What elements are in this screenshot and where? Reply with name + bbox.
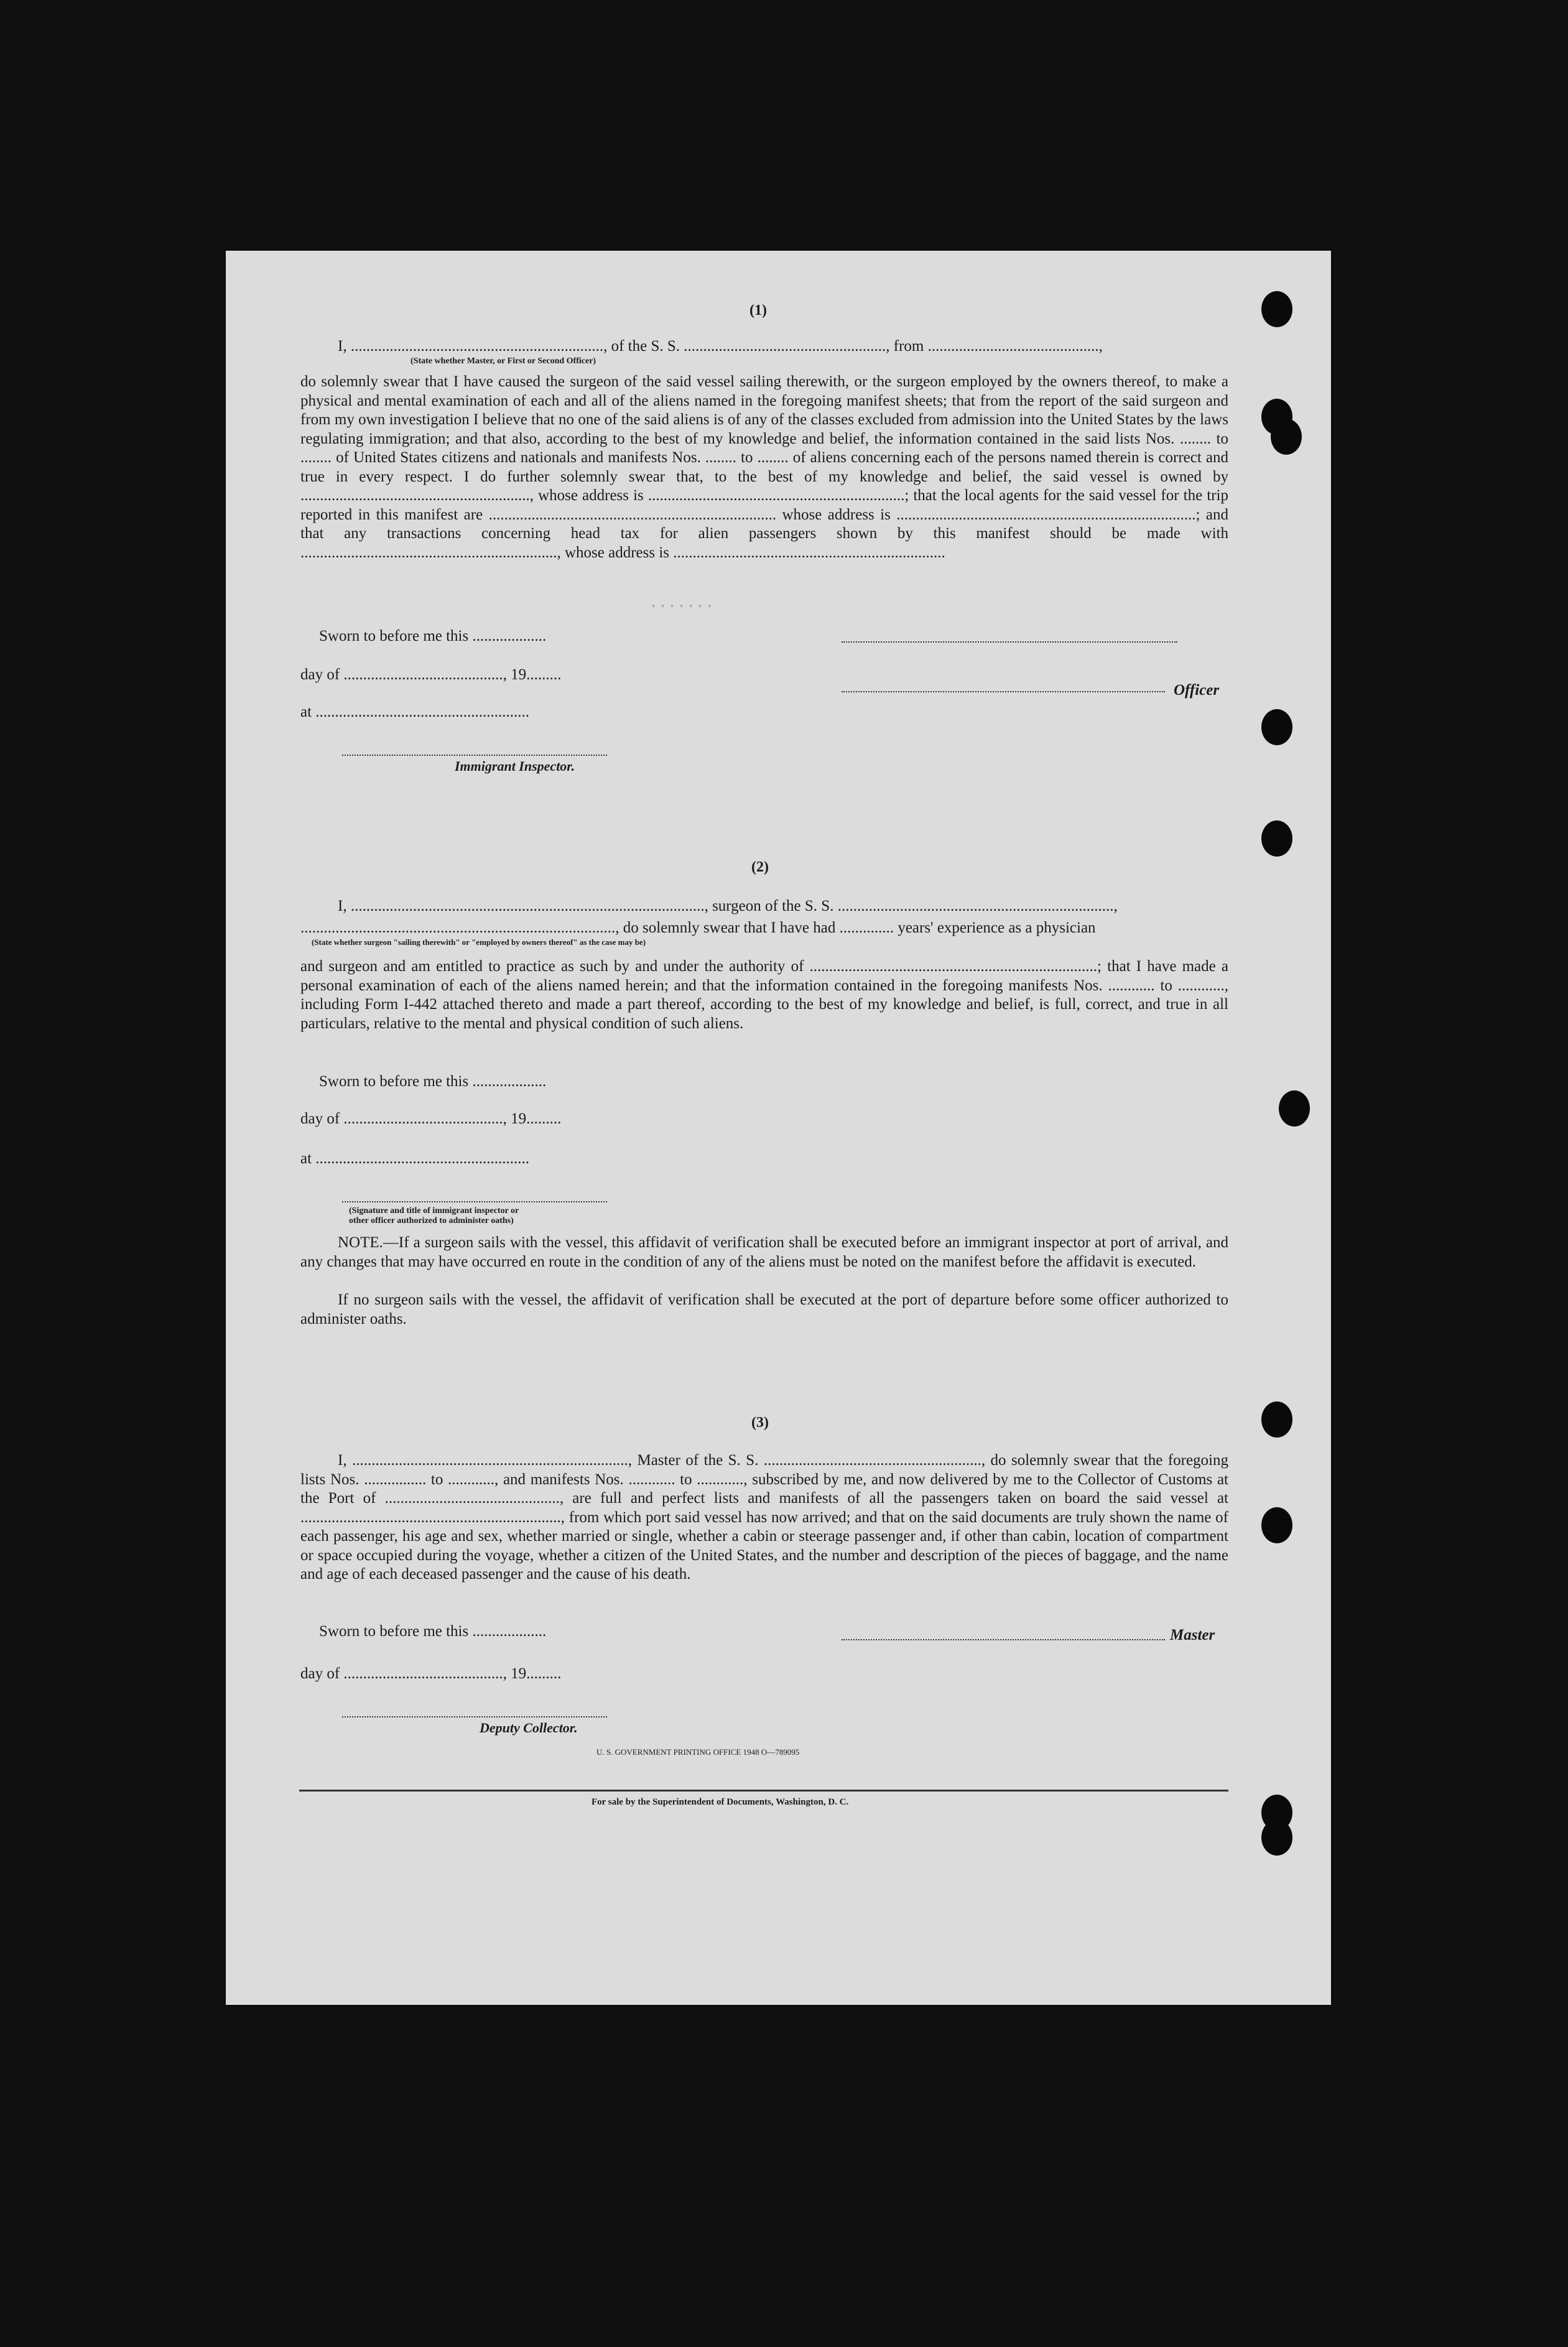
section-1-number: (1) [749,302,767,318]
section-3-sworn: Sworn to before me this ................... [319,1623,547,1640]
section-1-officer-note: (State whether Master, or First or Second Officer) [411,356,596,366]
section-2-signature-note-1: (Signature and title of immigrant inspector or [349,1206,519,1215]
section-3-body: I, ......................................................................., Master of the S. S. ........................................................, do solemnly swear that the foregoing lists Nos. ................ to ............, and manifests Nos. ............ to ............, subscribed by me, and now delivered by me to the Collector of Customs at the Port of ............................................., are full and perfect lists and manifests of all the passengers taken on board the said vessel at ..................................................................., from which port said vessel has now arrived; and that on the said documents are truly shown the name of each passenger, his age and sex, whether married or single, whether a cabin or steerage passenger and, if other than cabin, location of compartment or space occupied during the voyage, whether a citizen of the United States, and the number and description of the pieces of baggage, and the name and age of each deceased passenger and the cause of his death. [300,1452,1228,1582]
section-2-note-1: NOTE.—If a surgeon sails with the vessel, this affidavit of verification shall be executed before an immigrant inspector at port of arrival, and any changes that may have occurred en route in the condition of any of the aliens must be noted on the manifest before the affidavit is executed. [300,1234,1228,1270]
footer-rule [299,1790,1228,1792]
for-sale-line: For sale by the Superintendent of Documents, Washington, D. C. [591,1797,849,1807]
printing-office-line: U. S. GOVERNMENT PRINTING OFFICE 1948 O—789095 [596,1747,800,1757]
section-1-body: do solemnly swear that I have caused the surgeon of the said vessel sailing therewith, or the surgeon employed by the owners thereof, to make a physical and mental examination of each and all of the aliens named in the foregoing manifest sheets; that from the report of the said surgeon and from my own investigation I believe that no one of the said aliens is of any of the classes excluded from admission into the United States by the laws regulating immigration; and that also, according to the best of my knowledge and belief, the information contained in the said lists Nos. ........ to ........ of United States citizens and nationals and manifests Nos. ........ to ........ of aliens concerning each of the persons named therein is correct and true in every respect. I do further solemnly swear that, to the best of my knowledge and belief, the said vessel is owned by ..........................................................., whose address is ..................................................................; that the local agents for the said vessel for the trip reported in this manifest are .......................................................................... whose address is .............................................................................; and that any transactions concerning head tax for alien passengers shown by this manifest should be made with .................................................................., whose address is ...................................................................... [300,373,1228,561]
section-1-inspector-signature-line [342,755,607,756]
binder-hole [1271,419,1302,455]
section-2-day: day of ........................................., 19......... [300,1110,562,1127]
binder-hole [1261,820,1292,857]
section-1-officer-signature-line [842,641,1177,643]
section-3-master-label: Master [1170,1627,1215,1643]
section-2-inspector-signature-line [342,1201,607,1202]
section-1-inspector-label: Immigrant Inspector. [455,758,575,774]
section-3-number: (3) [751,1415,769,1431]
binder-hole [1279,1090,1310,1127]
section-1-officer-signature-line-2 [842,691,1165,692]
section-3-master-signature-line [842,1639,1165,1640]
section-1-sworn: Sworn to before me this ................... [319,628,547,644]
section-2-experience-line: ................................................................................., do solemnly swear that I have had .............. years' experience as a physician [300,919,1096,936]
binder-hole [1261,1820,1292,1856]
section-2-signature-note-2: other officer authorized to administer oaths) [349,1216,514,1225]
section-3-day: day of ........................................., 19......... [300,1665,562,1682]
section-1-day: day of ........................................., 19......... [300,666,562,683]
section-3-collector-signature-line [342,1716,607,1717]
binder-hole [1261,1507,1292,1543]
binder-hole [1261,1401,1292,1438]
bleed-through-text: ....... [649,593,715,611]
section-2-number: (2) [751,859,769,875]
binder-hole [1261,709,1292,745]
section-3-collector-label: Deputy Collector. [480,1720,578,1736]
section-2-note-2: If no surgeon sails with the vessel, the affidavit of verification shall be executed at the port of departure before some officer authorized to administer oaths. [300,1291,1228,1327]
section-1-officer-label: Officer [1174,682,1220,699]
section-2-at: at ....................................................... [300,1150,530,1167]
section-2-body: and surgeon and am entitled to practice as such by and under the authority of ..........................................................................; that I have made a personal examination of each of the aliens named herein; and that the information contained in the foregoing manifests Nos. ............ to ............, including Form I-442 attached thereto and made a part thereof, according to the best of my knowledge and belief, is full, correct, and true in all particulars, relative to the mental and physical condition of such aliens. [300,958,1228,1032]
section-2-oath-line: I, ..........................................................................................., surgeon of the S. S. ......................................................................., [338,898,1118,914]
section-1-at: at ....................................................... [300,704,530,720]
section-1-oath-line: I, ................................................................., of the S. S. ...................................................., from ............................................, [338,338,1103,355]
section-2-surgeon-note: (State whether surgeon "sailing therewith" or "employed by owners thereof" as the case may be) [312,937,646,947]
binder-hole [1261,291,1292,327]
section-2-sworn: Sworn to before me this ................... [319,1073,547,1090]
form-page [226,251,1331,2005]
